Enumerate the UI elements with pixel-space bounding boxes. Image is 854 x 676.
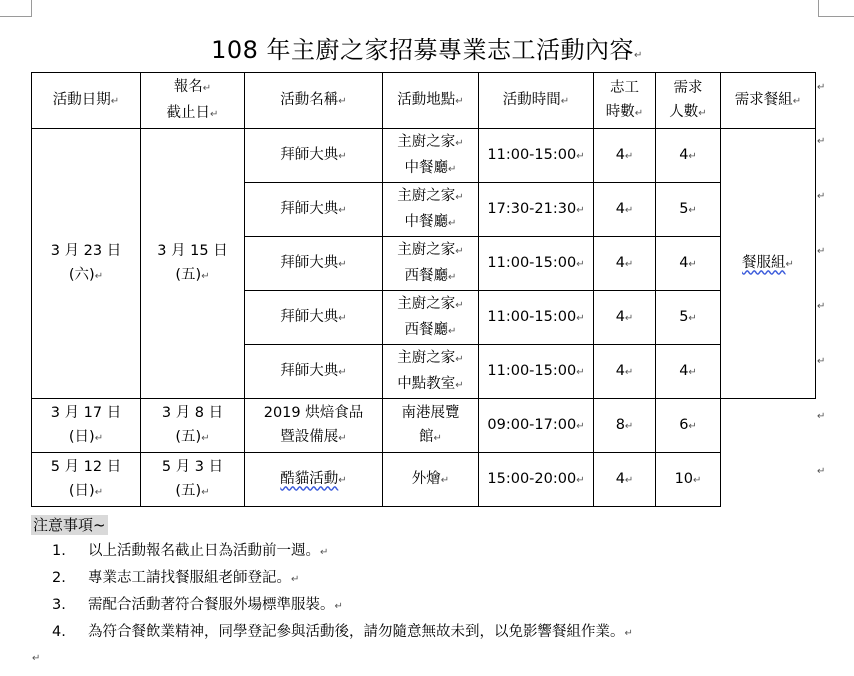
cell-text: 拜師大典 bbox=[280, 362, 339, 379]
paragraph-mark-icon: ↵ bbox=[201, 486, 210, 498]
paragraph-mark-icon: ↵ bbox=[338, 312, 347, 324]
row-end-mark-icon: ↵ bbox=[817, 136, 826, 147]
cell-text: 3 月 8 日 bbox=[161, 404, 224, 421]
cell-text: 6 bbox=[679, 416, 689, 433]
group-cell bbox=[721, 129, 816, 399]
paragraph-mark-icon: ↵ bbox=[624, 474, 634, 486]
people-cell bbox=[656, 129, 721, 183]
time-cell bbox=[479, 129, 594, 183]
cell-text: 外燴 bbox=[411, 470, 441, 487]
cell-text: 4 bbox=[615, 362, 625, 379]
row-end-mark-icon: ↵ bbox=[817, 356, 826, 367]
paragraph-mark-icon: ↵ bbox=[634, 107, 644, 119]
time-cell bbox=[479, 453, 594, 507]
place-cell bbox=[383, 291, 479, 345]
paragraph-mark-icon: ↵ bbox=[110, 95, 120, 107]
paragraph-mark-icon: ↵ bbox=[792, 95, 802, 107]
deadline-cell bbox=[141, 399, 245, 453]
paragraph-mark-icon: ↵ bbox=[440, 474, 450, 486]
paragraph-mark-icon: ↵ bbox=[448, 217, 457, 229]
paragraph-mark-icon: ↵ bbox=[624, 420, 634, 432]
people-cell bbox=[656, 237, 721, 291]
cell-text: 拜師大典 bbox=[280, 254, 339, 271]
cell-text: 11:00-15:00 bbox=[487, 146, 577, 163]
name-cell bbox=[245, 183, 383, 237]
cell-text: 17:30-21:30 bbox=[487, 200, 577, 217]
cell-text: 4 bbox=[615, 470, 625, 487]
people-cell bbox=[656, 345, 721, 399]
cell-text: 中餐廳 bbox=[404, 159, 449, 176]
paragraph-mark-icon: ↵ bbox=[94, 486, 104, 498]
cell-text: 主廚之家 bbox=[397, 241, 456, 258]
paragraph-mark-icon: ↵ bbox=[291, 574, 300, 585]
paragraph-mark-icon: ↵ bbox=[576, 420, 585, 432]
date-cell bbox=[32, 129, 141, 399]
paragraph-mark-icon: ↵ bbox=[785, 258, 794, 270]
hours-cell bbox=[594, 237, 656, 291]
cell-text: 3 月 23 日 bbox=[50, 242, 122, 259]
cell-text: (五) bbox=[175, 482, 202, 499]
paragraph-mark-icon: ↵ bbox=[688, 420, 697, 432]
cell-text: 志工 bbox=[610, 79, 639, 96]
row-end-mark-icon: ↵ bbox=[817, 82, 826, 93]
row-end-mark-icon: ↵ bbox=[817, 191, 826, 202]
paragraph-mark-icon: ↵ bbox=[688, 150, 697, 162]
paragraph-mark-icon: ↵ bbox=[201, 432, 210, 444]
cell-text: 09:00-17:00 bbox=[487, 416, 577, 433]
schedule-table[interactable] bbox=[31, 72, 816, 507]
paragraph-mark-icon: ↵ bbox=[693, 474, 702, 486]
cell-text: 餐服組 bbox=[742, 254, 786, 271]
cell-text: 拜師大典 bbox=[280, 200, 339, 217]
header-deadline bbox=[141, 73, 245, 129]
cell-text: 5 bbox=[679, 200, 689, 217]
cell-text: 活動名稱 bbox=[280, 91, 339, 108]
list-number: 4. bbox=[52, 624, 66, 640]
deadline-cell bbox=[141, 453, 245, 507]
paragraph-mark-icon: ↵ bbox=[32, 653, 41, 664]
cell-text: 11:00-15:00 bbox=[487, 362, 577, 379]
cell-text: 4 bbox=[615, 254, 625, 271]
paragraph-mark-icon: ↵ bbox=[688, 366, 697, 378]
cell-text: 主廚之家 bbox=[397, 349, 456, 366]
cell-text: 人數 bbox=[669, 103, 699, 120]
cell-text: 為符合餐飲業精神，同學登記參與活動後，請勿隨意無故未到，以免影響餐組作業。 bbox=[88, 624, 625, 640]
hours-cell bbox=[594, 345, 656, 399]
cell-text: 5 月 12 日 bbox=[50, 458, 122, 475]
paragraph-mark-icon: ↵ bbox=[94, 432, 104, 444]
cell-text: 以上活動報名截止日為活動前一週。 bbox=[88, 543, 320, 559]
cell-text: 5 月 3 日 bbox=[161, 458, 224, 475]
deadline-cell bbox=[141, 129, 245, 399]
cell-text: 主廚之家 bbox=[397, 295, 456, 312]
place-cell bbox=[383, 183, 479, 237]
cell-text: 館 bbox=[419, 428, 434, 445]
cell-text: 活動地點 bbox=[397, 91, 456, 108]
paragraph-mark-icon: ↵ bbox=[698, 107, 707, 119]
cell-text: 11:00-15:00 bbox=[487, 254, 577, 271]
list-item[interactable] bbox=[52, 621, 633, 648]
cell-text: 5 bbox=[679, 308, 689, 325]
cell-text: 3 月 17 日 bbox=[50, 404, 122, 421]
name-cell bbox=[245, 237, 383, 291]
time-cell bbox=[479, 183, 594, 237]
place-cell bbox=[383, 129, 479, 183]
notes-heading[interactable]: 注意事項~ bbox=[33, 516, 106, 534]
people-cell bbox=[656, 291, 721, 345]
date-cell bbox=[32, 453, 141, 507]
paragraph-mark-icon: ↵ bbox=[455, 95, 464, 107]
table-row bbox=[32, 129, 816, 183]
paragraph-mark-icon: ↵ bbox=[455, 137, 464, 149]
people-cell bbox=[656, 453, 721, 507]
paragraph-mark-icon: ↵ bbox=[624, 258, 634, 270]
cell-text: 時數 bbox=[605, 103, 635, 120]
paragraph-mark-icon: ↵ bbox=[634, 50, 643, 61]
time-cell bbox=[479, 399, 594, 453]
header-date bbox=[32, 73, 141, 129]
cell-text: 4 bbox=[615, 308, 625, 325]
cell-text: 拜師大典 bbox=[280, 308, 339, 325]
cell-text: 專業志工請找餐服組老師登記。 bbox=[88, 570, 291, 586]
crop-mark-top-right bbox=[818, 0, 854, 17]
paragraph-mark-icon: ↵ bbox=[338, 432, 347, 444]
table-row bbox=[32, 453, 816, 507]
cell-text: 酷貓活動 bbox=[280, 470, 339, 487]
cell-text: 南港展覽 bbox=[401, 404, 460, 421]
cell-text: 西餐廳 bbox=[404, 321, 449, 338]
paragraph-mark-icon: ↵ bbox=[338, 95, 347, 107]
paragraph-mark-icon: ↵ bbox=[455, 353, 464, 365]
cell-text: 活動時間 bbox=[502, 91, 561, 108]
place-cell bbox=[383, 345, 479, 399]
paragraph-mark-icon: ↵ bbox=[576, 474, 585, 486]
name-cell bbox=[245, 453, 383, 507]
row-end-mark-icon: ↵ bbox=[817, 246, 826, 257]
cell-text: (五) bbox=[175, 428, 202, 445]
paragraph-mark-icon: ↵ bbox=[576, 204, 585, 216]
paragraph-mark-icon: ↵ bbox=[94, 270, 104, 282]
cell-text: 主廚之家 bbox=[397, 187, 456, 204]
place-cell bbox=[383, 237, 479, 291]
cell-text: 暨設備展 bbox=[280, 428, 339, 445]
paragraph-mark-icon: ↵ bbox=[338, 204, 347, 216]
header-group bbox=[721, 73, 816, 129]
cell-text: (五) bbox=[175, 266, 202, 283]
paragraph-mark-icon: ↵ bbox=[688, 204, 697, 216]
paragraph-mark-icon: ↵ bbox=[338, 258, 347, 270]
cell-text: 4 bbox=[615, 200, 625, 217]
cell-text: 活動日期 bbox=[52, 91, 111, 108]
hours-cell bbox=[594, 183, 656, 237]
paragraph-mark-icon: ↵ bbox=[448, 163, 457, 175]
paragraph-mark-icon: ↵ bbox=[688, 258, 697, 270]
cell-text: 需求餐組 bbox=[734, 91, 793, 108]
paragraph-mark-icon: ↵ bbox=[448, 325, 457, 337]
paragraph-mark-icon: ↵ bbox=[338, 150, 347, 162]
paragraph-mark-icon: ↵ bbox=[624, 204, 634, 216]
hours-cell bbox=[594, 399, 656, 453]
header-place bbox=[383, 73, 479, 129]
paragraph-mark-icon: ↵ bbox=[455, 299, 464, 311]
row-end-mark-icon: ↵ bbox=[817, 411, 826, 422]
name-cell bbox=[245, 129, 383, 183]
paragraph-mark-icon: ↵ bbox=[455, 245, 464, 257]
paragraph-mark-icon: ↵ bbox=[210, 108, 219, 120]
list-number: 1. bbox=[52, 543, 66, 559]
cell-text: 4 bbox=[679, 362, 689, 379]
paragraph-mark-icon: ↵ bbox=[576, 150, 585, 162]
paragraph-mark-icon: ↵ bbox=[338, 366, 347, 378]
cell-text: 需求 bbox=[673, 79, 703, 96]
paragraph-mark-icon: ↵ bbox=[202, 82, 212, 94]
place-cell bbox=[383, 453, 479, 507]
header-people bbox=[656, 73, 721, 129]
cell-text: 4 bbox=[679, 146, 689, 163]
header-time bbox=[479, 73, 594, 129]
cell-text: 8 bbox=[615, 416, 625, 433]
cell-text: (日) bbox=[68, 428, 95, 445]
table-row bbox=[32, 399, 816, 453]
time-cell bbox=[479, 345, 594, 399]
time-cell bbox=[479, 291, 594, 345]
paragraph-mark-icon: ↵ bbox=[560, 95, 570, 107]
row-end-mark-icon: ↵ bbox=[817, 466, 826, 477]
cell-text: 需配合活動著符合餐服外場標準服裝。 bbox=[88, 597, 335, 613]
name-cell bbox=[245, 345, 383, 399]
list-item[interactable] bbox=[52, 594, 633, 621]
paragraph-mark-icon: ↵ bbox=[320, 547, 329, 558]
list-number: 3. bbox=[52, 597, 66, 613]
notes-list bbox=[52, 540, 633, 648]
cell-text: 主廚之家 bbox=[397, 133, 456, 150]
date-cell bbox=[32, 399, 141, 453]
cell-text: 11:00-15:00 bbox=[487, 308, 577, 325]
cell-text: 10 bbox=[674, 470, 694, 487]
name-cell bbox=[245, 291, 383, 345]
paragraph-mark-icon: ↵ bbox=[624, 628, 633, 639]
cell-text: 報名 bbox=[173, 78, 203, 95]
cell-text: 3 月 15 日 bbox=[157, 242, 228, 259]
crop-mark-top-left bbox=[0, 0, 32, 17]
cell-text: 截止日 bbox=[166, 104, 211, 121]
paragraph-mark-icon: ↵ bbox=[624, 150, 634, 162]
paragraph-mark-icon: ↵ bbox=[334, 601, 343, 612]
paragraph-mark-icon: ↵ bbox=[433, 432, 442, 444]
cell-text: 中餐廳 bbox=[404, 213, 449, 230]
cell-text: (六) bbox=[68, 266, 95, 283]
list-item[interactable] bbox=[52, 567, 633, 594]
paragraph-mark-icon: ↵ bbox=[455, 191, 464, 203]
paragraph-mark-icon: ↵ bbox=[576, 258, 585, 270]
cell-text: 4 bbox=[615, 146, 625, 163]
hours-cell bbox=[594, 453, 656, 507]
paragraph-mark-icon: ↵ bbox=[576, 366, 585, 378]
people-cell bbox=[656, 183, 721, 237]
table-header-row bbox=[32, 73, 816, 129]
people-cell bbox=[656, 399, 721, 453]
time-cell bbox=[479, 237, 594, 291]
document-title[interactable] bbox=[0, 30, 854, 65]
cell-text: 15:00-20:00 bbox=[487, 470, 577, 487]
cell-text: 拜師大典 bbox=[280, 146, 339, 163]
paragraph-mark-icon: ↵ bbox=[624, 312, 634, 324]
row-end-mark-icon: ↵ bbox=[817, 301, 826, 312]
paragraph-mark-icon: ↵ bbox=[448, 271, 457, 283]
paragraph-mark-icon: ↵ bbox=[455, 379, 464, 391]
place-cell bbox=[383, 399, 479, 453]
header-hours bbox=[594, 73, 656, 129]
list-item[interactable] bbox=[52, 540, 633, 567]
list-number: 2. bbox=[52, 570, 66, 586]
paragraph-mark-icon: ↵ bbox=[688, 312, 697, 324]
paragraph-mark-icon: ↵ bbox=[624, 366, 634, 378]
name-cell bbox=[245, 399, 383, 453]
header-name bbox=[245, 73, 383, 129]
cell-text: (日) bbox=[68, 482, 95, 499]
paragraph-mark-icon: ↵ bbox=[576, 312, 585, 324]
cell-text: 中點教室 bbox=[397, 375, 456, 392]
cell-text: 4 bbox=[679, 254, 689, 271]
cell-text: 2019 烘焙食品 bbox=[263, 404, 364, 421]
hours-cell bbox=[594, 129, 656, 183]
cell-text: 西餐廳 bbox=[404, 267, 449, 284]
paragraph-mark-icon: ↵ bbox=[201, 270, 210, 282]
paragraph-mark-icon: ↵ bbox=[338, 474, 347, 486]
title-text: 108 年主廚之家招募專業志工活動內容 bbox=[211, 36, 635, 64]
hours-cell bbox=[594, 291, 656, 345]
